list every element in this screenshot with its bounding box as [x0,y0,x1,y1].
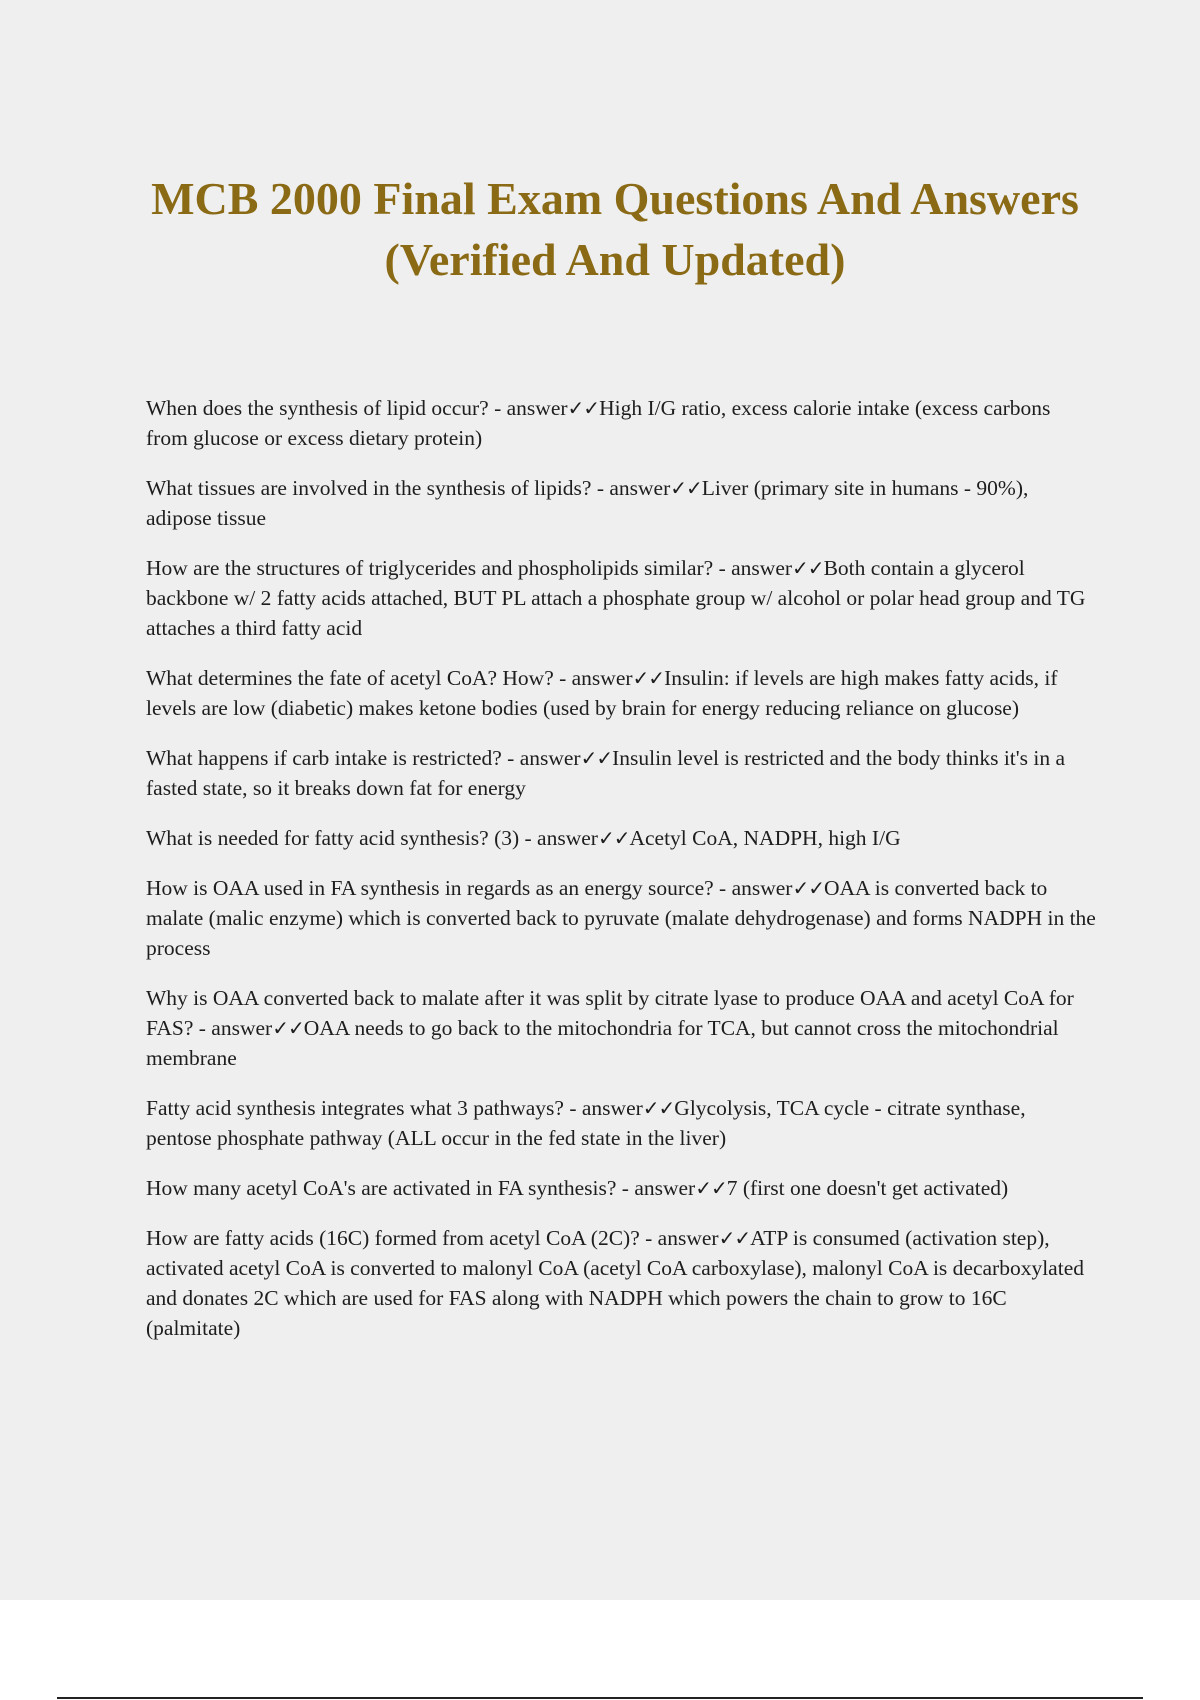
answer-separator: - answer [639,1226,719,1250]
answer-text: Glycolysis, TCA cycle - citrate synthase, pentose phosphate pathway (ALL occur in the fed state in the liver) [146,1096,1026,1150]
answer-text: Both contain a glycerol backbone w/ 2 fatty acids attached, BUT PL attach a phosphate group w/ alcohol or polar head group and TG attaches a third fatty acid [146,556,1086,640]
check-mark-icon: ✓✓ [695,1176,727,1200]
question-text: What happens if carb intake is restricted? [146,746,502,770]
answer-text: Insulin: if levels are high makes fatty acids, if levels are low (diabetic) makes ketone bodies (used by brain for energy reducing reliance on glucose) [146,666,1058,720]
qa-item [146,553,1096,643]
check-mark-icon: ✓✓ [792,876,824,900]
answer-separator: - answer [713,876,793,900]
question-text: How are fatty acids (16C) formed from acetyl CoA (2C)? [146,1226,640,1250]
qa-item [146,393,1096,453]
answer-text: Liver (primary site in humans - 90%), adipose tissue [146,476,1029,530]
document-title: MCB 2000 Final Exam Questions And Answers (Verified And Updated) [151,173,1079,285]
check-mark-icon: ✓✓ [792,556,824,580]
answer-separator: - answer [501,746,581,770]
answer-text: Acetyl CoA, NADPH, high I/G [629,826,901,850]
check-mark-icon: ✓✓ [642,1096,675,1120]
answer-text: ATP is consumed (activation step), activated acetyl CoA is converted to malonyl CoA (acetyl CoA carboxylase), malonyl CoA is decarboxylated and donates 2C which are used for FAS along with NADPH which powers the chain to grow to 16C (palmitate) [146,1226,1084,1340]
answer-text: High I/G ratio, excess calorie intake (excess carbons from glucose or excess dietary protein) [146,396,1051,450]
answer-separator: - answer [563,1096,643,1120]
answer-separator: - answer [193,1016,273,1040]
question-text: What is needed for fatty acid synthesis? (3) [146,826,520,850]
answer-separator: - answer [519,826,598,850]
question-text: How many acetyl CoA's are activated in FA synthesis? [146,1176,617,1200]
question-text: Fatty acid synthesis integrates what 3 pathways? [146,1096,564,1120]
question-text: What determines the fate of acetyl CoA? How? [146,666,554,690]
answer-separator: - answer [591,476,671,500]
qa-item [146,823,1096,853]
answer-text: OAA needs to go back to the mitochondria for TCA, but cannot cross the mitochondrial membrane [146,1016,1059,1070]
qa-item [146,743,1096,803]
check-mark-icon: ✓✓ [632,666,665,690]
question-text: How is OAA used in FA synthesis in regards as an energy source? [146,876,714,900]
footer-divider [57,1697,1143,1699]
answer-text: Insulin level is restricted and the body thinks it's in a fasted state, so it breaks down fat for energy [146,746,1066,800]
check-mark-icon: ✓✓ [272,1016,304,1040]
qa-item [146,473,1096,533]
check-mark-icon: ✓✓ [567,396,600,420]
answer-separator: - answer [616,1176,696,1200]
question-text: What tissues are involved in the synthesis of lipids? [146,476,592,500]
qa-item [146,983,1096,1073]
answer-text: OAA is converted back to malate (malic enzyme) which is converted back to pyruvate (malate dehydrogenase) and forms NADPH in the process [146,876,1096,960]
qa-item [146,1093,1096,1153]
question-text: Why is OAA converted back to malate after it was split by citrate lyase to produce OAA and acetyl CoA for FAS? [146,986,1074,1040]
check-mark-icon: ✓✓ [580,746,613,770]
check-mark-icon: ✓✓ [718,1226,751,1250]
qa-item [146,1173,1096,1203]
qa-list [146,393,1096,1363]
check-mark-icon: ✓✓ [670,476,702,500]
qa-item [146,1223,1096,1343]
question-text: When does the synthesis of lipid occur? [146,396,489,420]
answer-text: 7 (first one doesn't get activated) [726,1176,1009,1200]
answer-separator: - answer [553,666,633,690]
qa-item [146,663,1096,723]
qa-item [146,873,1096,963]
question-text: How are the structures of triglycerides and phospholipids similar? [146,556,714,580]
check-mark-icon: ✓✓ [597,826,630,850]
answer-separator: - answer [713,556,793,580]
answer-separator: - answer [488,396,568,420]
